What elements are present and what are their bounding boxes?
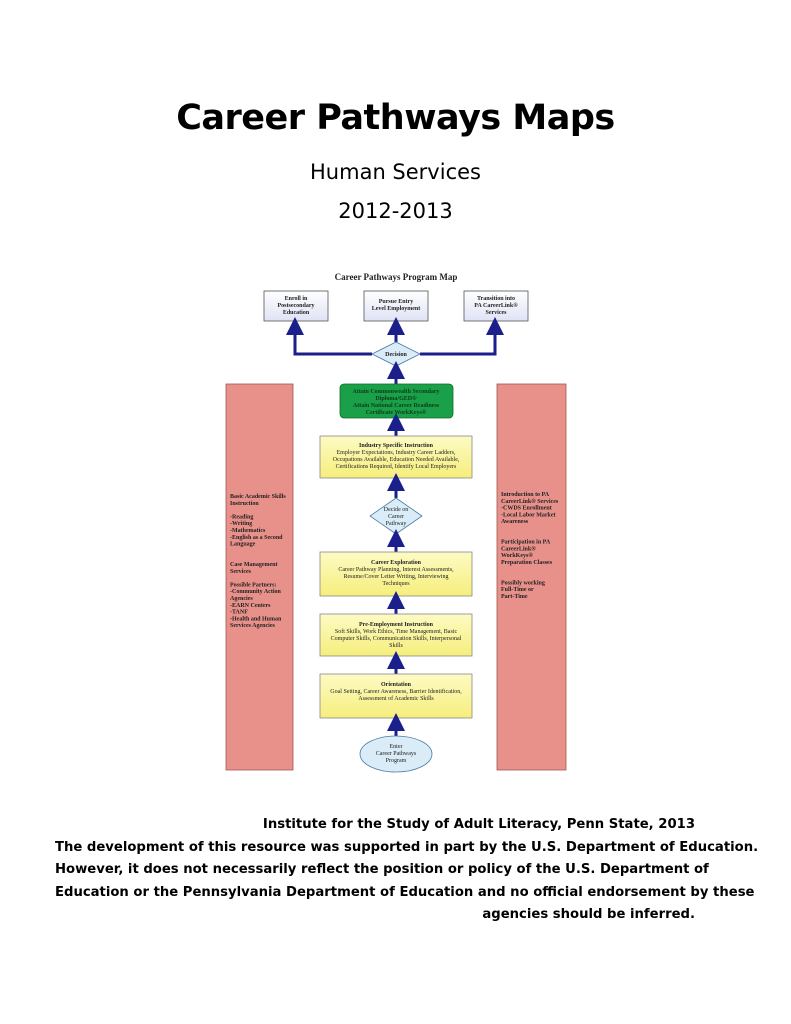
- decide-line: Pathway: [385, 521, 407, 527]
- arrow-to-careerlink: [420, 326, 495, 354]
- orientation-line: Goal Setting, Career Awareness, Barrier Identification,: [330, 689, 462, 695]
- right-column-line: Participation in PA: [501, 539, 551, 546]
- industry-line: Occupations Available, Education Needed Available,: [332, 457, 460, 463]
- left-column-line: -Community Action: [230, 589, 281, 596]
- left-column-line: Language: [230, 541, 256, 548]
- left-column-line: Services Agencies: [230, 623, 275, 630]
- pre-employment-line: Computer Skills, Communication Skills, Interpersonal: [330, 636, 462, 642]
- green-box-line: Attain National Career Readiness: [352, 403, 440, 409]
- footer-line: Education or the Pennsylvania Department of Education and no official endorsement by these: [55, 884, 755, 900]
- top-box-label: PA CareerLink®: [474, 303, 518, 309]
- left-side-panel: [226, 384, 293, 770]
- orientation-line: Orientation: [381, 682, 411, 688]
- page-title: Career Pathways Maps: [176, 98, 615, 138]
- pre-employment-box: [320, 614, 472, 656]
- industry-line: Employer Expectations, Industry Career Ladders,: [336, 450, 456, 456]
- right-column-line: Preparation Classes: [501, 560, 553, 566]
- left-column-line: Case Management: [230, 562, 278, 568]
- decide-line: Career: [388, 514, 404, 520]
- left-column-line: -TANF: [230, 609, 248, 616]
- arrow-to-enroll: [295, 326, 372, 354]
- top-box-label: Education: [282, 310, 310, 316]
- right-column-line: -Local Labor Market: [501, 512, 556, 519]
- pre-employment-line: Soft Skills, Work Ethics, Time Management, Basic: [334, 629, 458, 635]
- page-year: 2012-2013: [338, 199, 453, 223]
- right-column-line: CareerLink® Services: [501, 498, 559, 505]
- industry-line: Certifications Required, Identify Local Employers: [335, 464, 457, 470]
- left-column-line: Possible Partners:: [230, 582, 277, 589]
- map-heading: Career Pathways Program Map: [334, 272, 458, 282]
- right-column-line: -CWDS Enrollment: [501, 505, 552, 512]
- top-box-label: Enroll in: [284, 296, 308, 302]
- right-column-line: Awareness: [501, 519, 529, 526]
- right-column-line: WorkKeys®: [501, 553, 533, 560]
- top-box-label: Services: [485, 310, 507, 316]
- left-column-line: Basic Academic Skills: [230, 494, 286, 500]
- green-box-line: Attain Commonwealth Secondary: [352, 389, 440, 395]
- left-column-line: -Health and Human: [230, 616, 282, 623]
- top-box-label: Level Employment: [371, 306, 421, 312]
- enter-line: Program: [385, 758, 407, 764]
- green-box-line: Certificate WorkKeys®: [365, 410, 427, 416]
- left-column-line: -Reading: [230, 514, 254, 521]
- enter-line: Enter: [389, 744, 403, 750]
- left-column-line: Instruction: [230, 500, 259, 507]
- top-box-label: Transition into: [476, 296, 516, 302]
- industry-line: Industry Specific Instruction: [358, 443, 434, 449]
- footer-acknowledgement: [55, 814, 759, 927]
- footer-line: agencies should be inferred.: [482, 907, 695, 922]
- left-column-line: -English as a Second: [230, 534, 283, 541]
- right-column-line: Part-Time: [501, 594, 528, 600]
- right-column-line: Full-Time or: [501, 587, 534, 594]
- right-side-panel: [497, 384, 566, 770]
- green-box-line: Diploma/GED®: [375, 396, 417, 402]
- right-column-line: Introduction to PA: [501, 492, 550, 498]
- exploration-line: Resume/Cover Letter Writing, Interviewing: [343, 574, 449, 580]
- top-box-label: Pursue Entry: [378, 299, 414, 305]
- pre-employment-line: Skills: [389, 643, 403, 649]
- top-box-label: Postsecondary: [277, 303, 315, 309]
- right-column-line: Possibly working: [501, 580, 545, 587]
- left-column-line: Services: [230, 568, 251, 575]
- exploration-line: Techniques: [382, 581, 410, 587]
- left-column-line: -Writing: [230, 521, 253, 528]
- footer-line: The development of this resource was supported in part by the U.S. Department of Education.: [55, 839, 759, 855]
- left-column-line: -Mathematics: [230, 528, 266, 534]
- footer-line: Institute for the Study of Adult Literacy, Penn State, 2013: [262, 817, 695, 832]
- page-subtitle: Human Services: [310, 160, 481, 184]
- pre-employment-line: Pre-Employment Instruction: [358, 622, 434, 628]
- exploration-line: Career Pathway Planning, Interest Assessments,: [338, 567, 454, 573]
- enter-line: Career Pathways: [375, 751, 417, 757]
- left-column-line: Agencies: [230, 596, 253, 602]
- orientation-line: Assessment of Academic Skills: [358, 696, 434, 702]
- decision-label: Decision: [385, 352, 407, 358]
- exploration-line: Career Exploration: [371, 560, 421, 566]
- decide-line: Decide on: [383, 507, 409, 513]
- left-column-line: -EARN Centers: [230, 602, 271, 609]
- right-column-line: CareerLink®: [501, 546, 536, 553]
- footer-line: However, it does not necessarily reflect the position or policy of the U.S. Department of: [55, 862, 709, 877]
